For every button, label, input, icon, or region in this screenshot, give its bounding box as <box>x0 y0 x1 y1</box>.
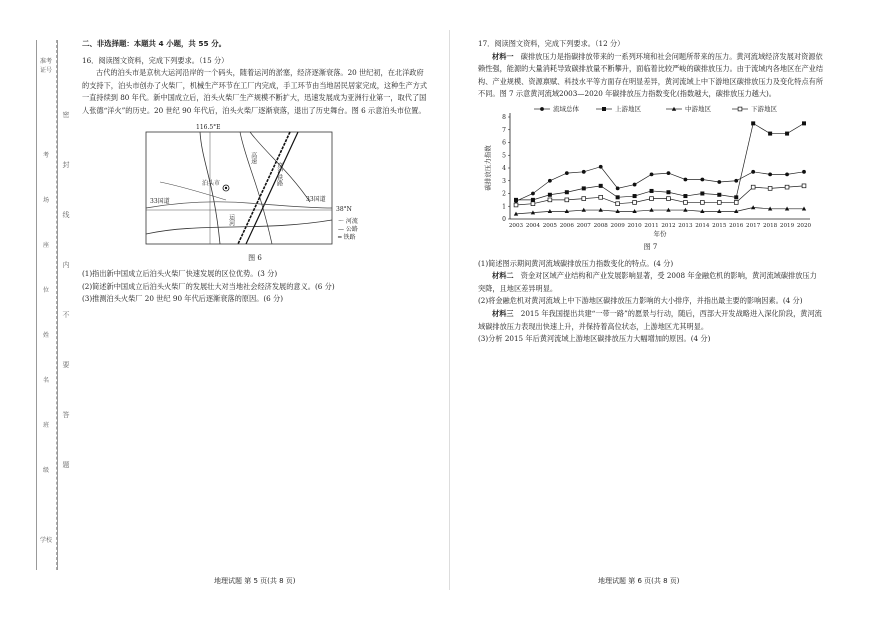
y-tick-label: 3 <box>502 177 506 185</box>
data-point <box>650 197 654 201</box>
data-point <box>633 194 637 198</box>
left-footer: 地理试题 第 5 页(共 8 页) <box>214 577 296 585</box>
data-point <box>616 202 620 206</box>
seal-char: 不 <box>62 311 70 319</box>
data-point <box>700 191 704 195</box>
material-2 <box>478 270 823 295</box>
series-line-2 <box>516 207 804 213</box>
chart-svg <box>478 101 823 243</box>
data-point <box>582 170 586 174</box>
map-svg <box>140 122 340 250</box>
x-tick-label: 2014 <box>695 222 710 229</box>
x-tick-label: 2005 <box>542 222 558 229</box>
data-point <box>751 170 755 174</box>
data-point <box>548 179 552 183</box>
y-tick-label: 6 <box>502 139 506 147</box>
x-tick-label: 2009 <box>610 222 625 229</box>
y-tick-label: 7 <box>502 126 506 134</box>
q16-title: 16．阅读图文资料，完成下列要求。（15 分） <box>82 55 229 65</box>
data-point <box>565 198 569 202</box>
q16-part2: (2)简述新中国成立后泊头火柴厂的发展壮大对当地社会经济发展的意义。(6 分) <box>82 281 335 291</box>
data-point <box>666 190 670 194</box>
q17-title: 17．阅读图文资料，完成下列要求。（12 分） <box>478 39 625 48</box>
material-3-text: 2015 年我国提出共建“一带一路”的愿景与行动，随后，西部大开发战略进入深化阶段，黄河流域碳排放压力表现出快速上升，并保持着高位状态，上游地区尤其明显。 <box>478 308 822 331</box>
data-point <box>717 200 721 204</box>
map-highway-label: 高速 <box>249 151 257 164</box>
data-point <box>616 195 620 199</box>
binding-sidebar <box>36 40 58 570</box>
map-road-label: 33国道 <box>150 197 170 205</box>
y-tick-label: 4 <box>502 164 506 172</box>
page-divider <box>449 30 450 590</box>
legend-marker <box>602 107 606 111</box>
material-1-label: 材料一 <box>492 51 514 61</box>
sidebar-label: 场 <box>42 197 49 204</box>
data-point <box>734 179 738 183</box>
seal-char: 封 <box>62 161 70 169</box>
binding-line <box>56 40 57 570</box>
data-point <box>599 195 603 199</box>
x-tick-label: 2003 <box>508 222 524 229</box>
material-2-label: 材料二 <box>492 271 514 281</box>
x-tick-label: 2012 <box>661 222 676 229</box>
legend-label: 下游地区 <box>751 105 777 114</box>
seal-char: 线 <box>62 211 70 219</box>
seal-char: 密 <box>62 111 70 119</box>
sidebar-label: 座 <box>42 242 49 249</box>
legend-label: 流域总体 <box>553 105 579 114</box>
data-point <box>684 178 688 182</box>
data-point <box>768 186 772 190</box>
data-point <box>785 185 789 189</box>
data-point <box>751 185 755 189</box>
section-title: 二、非选择题：本题共 4 小题，共 55 分。 <box>82 39 226 48</box>
series-line-1 <box>516 123 804 200</box>
y-tick-label: 8 <box>502 113 506 121</box>
x-tick-label: 2018 <box>762 222 778 229</box>
data-point <box>582 186 586 190</box>
legend-marker <box>738 107 742 111</box>
data-point <box>667 197 671 201</box>
data-point <box>599 165 603 169</box>
data-point <box>599 184 603 188</box>
data-point <box>531 198 535 202</box>
sidebar-label: 考 <box>42 152 49 159</box>
data-point <box>751 121 755 125</box>
left-page <box>82 38 428 306</box>
series-line-3 <box>516 186 804 205</box>
sidebar-label-school: 学校 <box>39 537 52 544</box>
map-canal-label: 运河 <box>227 213 235 226</box>
q17-part1: (1)简述图示期间黄河流域碳排放压力指数变化的特点。(4 分) <box>478 258 674 268</box>
data-point <box>717 180 721 184</box>
legend-label: 上游地区 <box>615 105 641 114</box>
map-city-label: 泊头市 <box>202 179 221 187</box>
data-point <box>548 198 552 202</box>
sidebar-label: 姓 <box>42 332 49 339</box>
x-tick-label: 2006 <box>559 222 574 229</box>
legend-river: 〜 河流 <box>338 217 358 225</box>
map-legend <box>338 218 372 242</box>
q17-part3: (3)分析 2015 年后黄河流域上游地区碳排放压力大幅增加的原因。(4 分) <box>478 334 711 344</box>
sidebar-label: 班 <box>42 422 49 429</box>
data-point <box>734 195 738 199</box>
y-tick-label: 0 <box>502 215 506 223</box>
q16-part3: (3)推测泊头火柴厂 20 世纪 90 年代后逐渐衰落的原因。(6 分) <box>82 294 284 304</box>
data-point <box>650 189 654 193</box>
legend-marker <box>540 107 544 111</box>
data-point <box>700 200 704 204</box>
data-point <box>667 171 671 175</box>
data-point <box>565 190 569 194</box>
map-lon-label: 116.5°E <box>196 123 221 131</box>
data-point <box>684 200 688 204</box>
y-axis-label: 碳排放压力指数 <box>484 145 492 191</box>
legend-rail: ━ 铁路 <box>338 233 356 241</box>
data-point <box>785 132 789 136</box>
seal-char: 要 <box>62 361 70 369</box>
figure-6-map <box>140 122 358 250</box>
data-point <box>751 205 755 209</box>
data-point <box>548 193 552 197</box>
material-2-text: 资金对区域产业结构和产业发展影响显著，受 2008 年金融危机的影响，黄河流域碳排放压力突降，且地区差异明显。 <box>478 271 817 293</box>
sidebar-label: 级 <box>42 467 49 474</box>
x-tick-label: 2007 <box>576 222 591 229</box>
data-point <box>531 202 535 206</box>
material-3-label: 材料三 <box>492 308 514 318</box>
data-point <box>514 198 518 202</box>
data-point <box>734 200 738 204</box>
seal-char: 内 <box>62 261 70 269</box>
data-point <box>514 203 518 207</box>
series-line-0 <box>516 167 804 201</box>
figure-6-caption: 图 6 <box>248 253 262 262</box>
seal-char: 答 <box>62 411 70 419</box>
x-tick-label: 2020 <box>796 222 812 229</box>
x-tick-label: 2008 <box>593 222 608 229</box>
data-point <box>616 186 620 190</box>
data-point <box>768 172 772 176</box>
data-point <box>531 192 535 196</box>
right-footer: 地理试题 第 6 页(共 8 页) <box>598 577 680 585</box>
sidebar-label: 名 <box>42 377 49 384</box>
material-1 <box>478 51 823 101</box>
q16-part1: (1)指出新中国成立后泊头火柴厂快速发展的区位优势。(3 分) <box>82 269 278 279</box>
data-point <box>633 183 637 187</box>
data-point <box>650 172 654 176</box>
right-page <box>478 38 823 346</box>
map-lat-label: 38°N <box>336 205 352 213</box>
data-point <box>768 132 772 136</box>
x-tick-label: 2004 <box>525 222 541 229</box>
map-road-label: 33国道 <box>306 195 326 203</box>
x-tick-label: 2011 <box>644 222 659 229</box>
x-axis-label: 年份 <box>653 229 667 238</box>
legend-road: — 公路 <box>338 225 358 233</box>
figure-7-caption: 图 7 <box>643 242 658 251</box>
x-tick-label: 2013 <box>678 222 693 229</box>
data-point <box>785 172 789 176</box>
sidebar-label-ticket: 准考证号 <box>39 58 52 74</box>
data-point <box>683 194 687 198</box>
x-tick-label: 2015 <box>712 222 727 229</box>
x-tick-label: 2010 <box>627 222 642 229</box>
y-tick-label: 1 <box>502 203 506 211</box>
data-point <box>802 170 806 174</box>
x-tick-label: 2017 <box>746 222 761 229</box>
map-rail-label: 京沪铁路 <box>275 161 283 186</box>
material-1-text: 碳排放压力是指碳排放带来的一系列环境和社会问题所带来的压力。黄河流域经济发展对资源依赖性强，能源的大量消耗导致碳排放量不断攀升，面临着比较严峻的碳排放压力。由于流域内各地区在产业结构、产业规模、资源禀赋、科技水平等方面存在明显差异，黄河流域上中下游地区碳排放压力及变化特点有所不同。图 7 示意黄河流域2003—2020 年碳排放压力指数变化(指数越大，碳排放压力越大)。 <box>478 51 824 99</box>
legend-label: 中游地区 <box>685 105 711 114</box>
q17-part2: (2)将金融危机对黄河流域上中下游地区碳排放压力影响的大小排序，并指出最主要的影响因素。(4 分) <box>478 296 803 306</box>
data-point <box>582 197 586 201</box>
data-point <box>802 184 806 188</box>
data-point <box>717 193 721 197</box>
y-tick-label: 5 <box>502 152 506 160</box>
x-tick-label: 2019 <box>779 222 795 229</box>
y-tick-label: 2 <box>502 190 506 198</box>
seal-char: 题 <box>62 461 70 469</box>
data-point <box>700 178 704 182</box>
data-point <box>633 200 637 204</box>
data-point <box>802 121 806 125</box>
sidebar-label: 位 <box>42 287 49 294</box>
x-tick-label: 2016 <box>729 222 744 229</box>
data-point <box>565 171 569 175</box>
figure-7-chart <box>478 101 823 243</box>
q16-paragraph: 古代的泊头市是京杭大运河沿岸的一个码头，随着运河的淤塞，经济逐渐衰落。20 世纪初，在北洋政府的支持下，泊头市创办了火柴厂，机械生产环节在工厂内完成，手工环节由当地居民居家完成，这种生产方式一直持续到 80 年代。新中国成立后，泊头火柴厂生产规模不断扩大，迅速发展成为亚洲行业第一，取代了国人张德“洋火”的历史。20 世纪 90 年代后，泊头火柴厂逐渐衰落，退出了历史舞台。图 6 示意泊头市位置。 <box>82 68 428 115</box>
material-3 <box>478 308 823 333</box>
